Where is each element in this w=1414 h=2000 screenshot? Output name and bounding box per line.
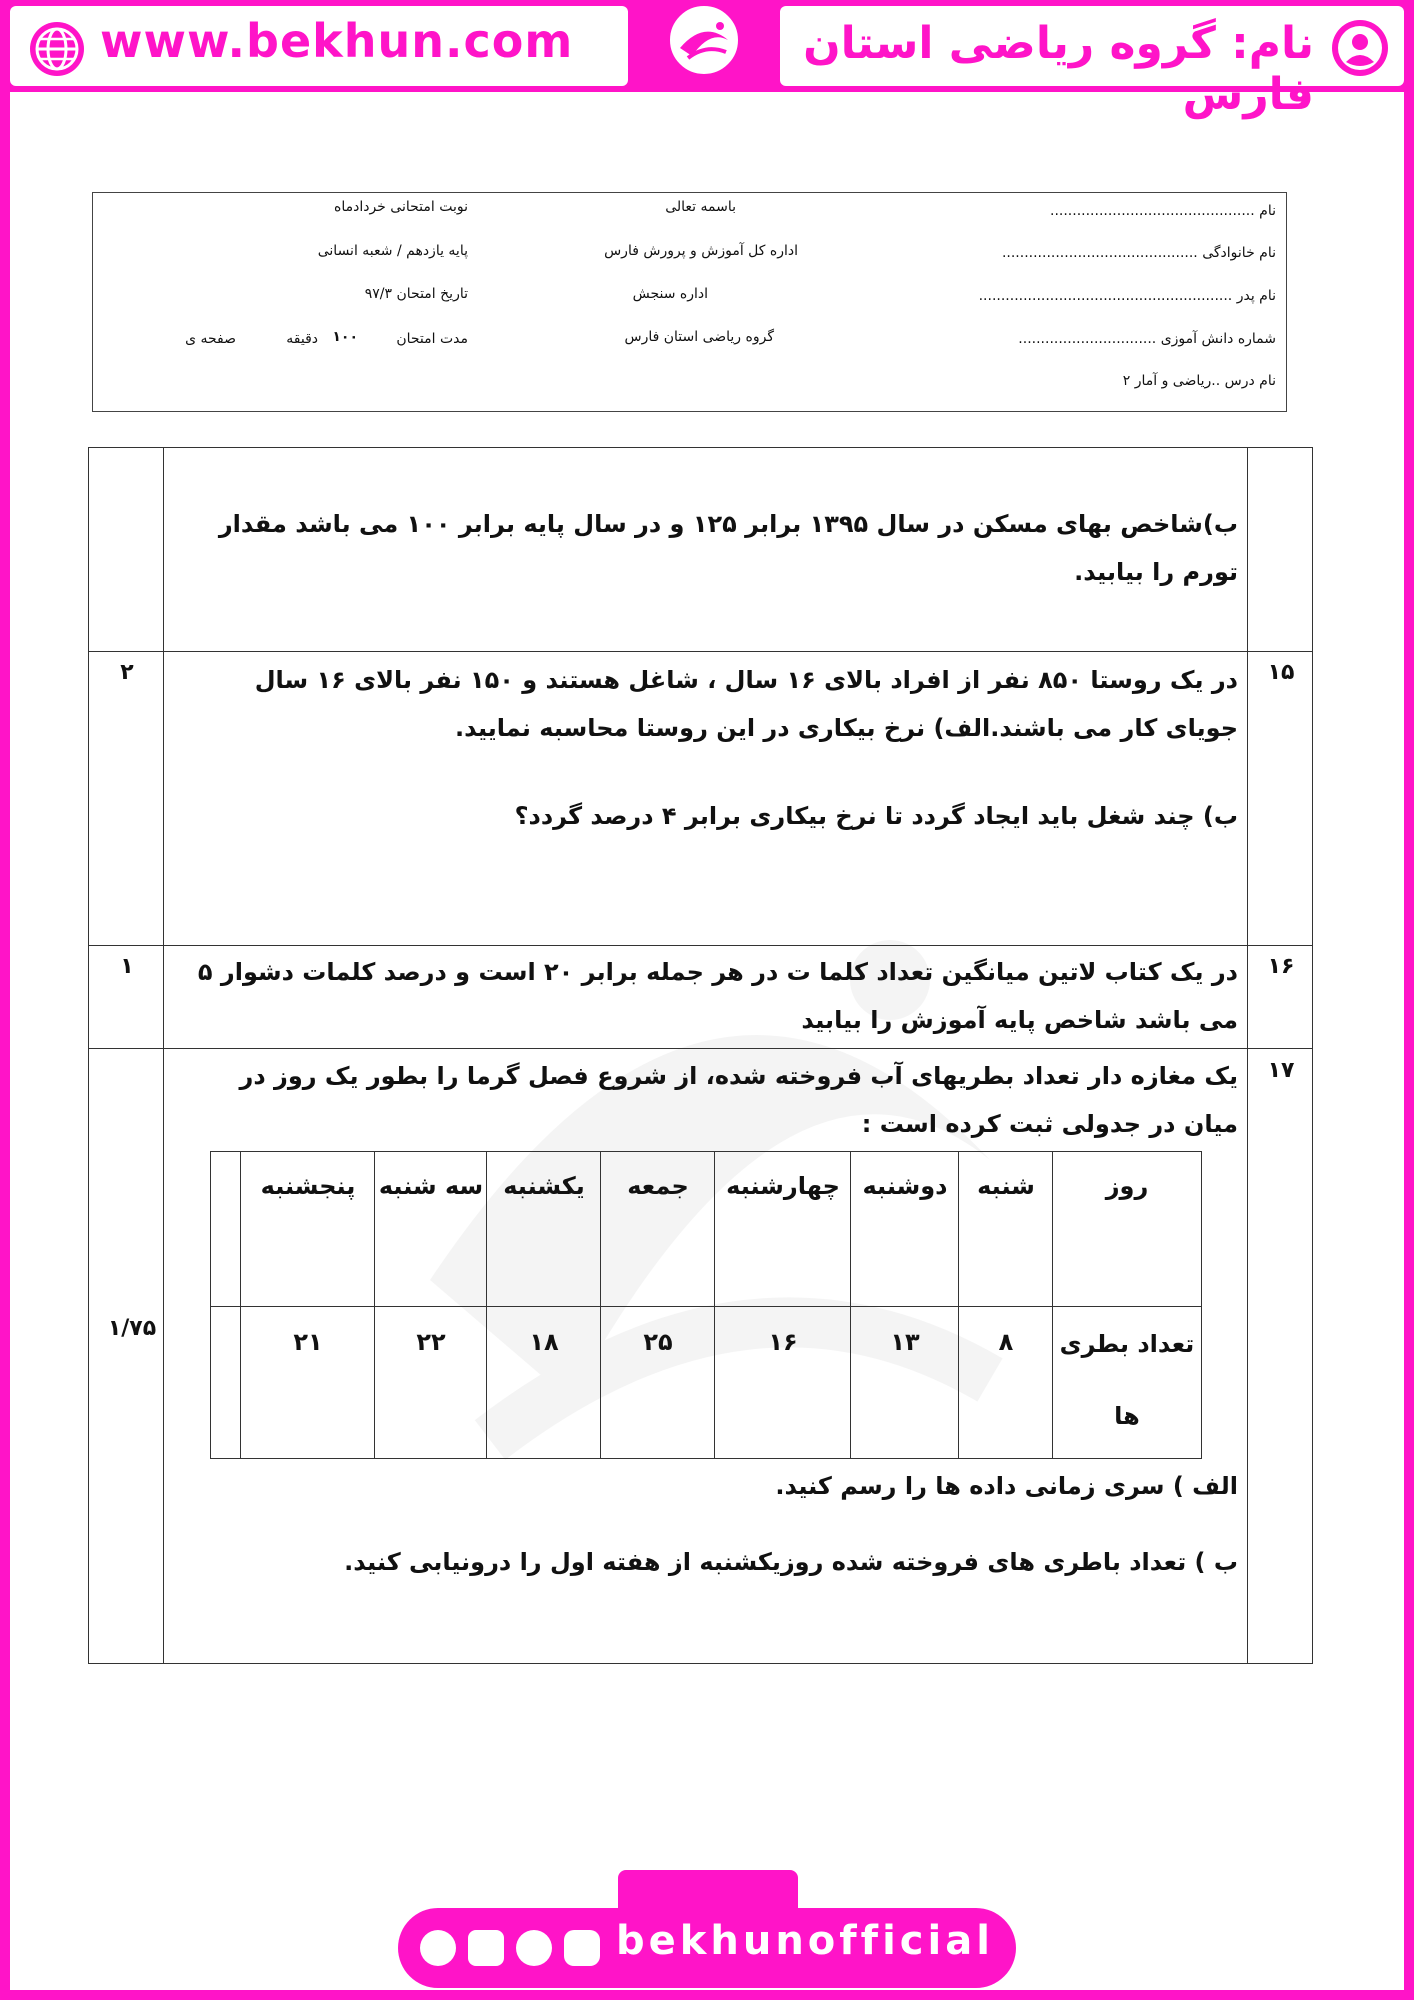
page-number-label: صفحه ی bbox=[185, 331, 236, 347]
question-number: ۱۶ bbox=[1267, 954, 1295, 979]
question-score: ۲ bbox=[120, 660, 134, 685]
family-name-field: نام خانوادگی ............................................ bbox=[1001, 245, 1276, 261]
table-cell: ۱۸ bbox=[529, 1328, 559, 1356]
grade-branch: پایه یازدهم / شعبه انسانی bbox=[317, 243, 468, 259]
table-header-day: شنبه bbox=[977, 1172, 1035, 1200]
bottles-data-table bbox=[210, 1151, 1202, 1459]
table-header-day: دوشنبه bbox=[862, 1172, 948, 1200]
table-header-day: جمعه bbox=[627, 1172, 689, 1200]
question-14b-text: ب)شاخص بهای مسکن در سال ۱۳۹۵ برابر ۱۲۵ و در سال پایه برابر ۱۰۰ می باشد مقدار تورم را بیابید. bbox=[218, 510, 1238, 586]
father-name-field: نام پدر ......................................................... bbox=[978, 288, 1276, 304]
youtube-icon[interactable] bbox=[468, 1930, 504, 1966]
question-number: ۱۷ bbox=[1267, 1058, 1295, 1083]
exam-date: تاریخ امتحان ۹۷/۳ bbox=[364, 286, 468, 302]
website-link[interactable]: www.bekhun.com bbox=[100, 14, 574, 68]
table-header-day: یکشنبه bbox=[503, 1172, 585, 1200]
telegram-icon[interactable] bbox=[516, 1930, 552, 1966]
exam-session: نوبت امتحانی خردادماه bbox=[334, 199, 468, 215]
question-score: ۱ bbox=[120, 954, 134, 979]
instagram-icon[interactable] bbox=[564, 1930, 600, 1966]
question-17b-text: ب ) تعداد باطری های فروخته شده روزیکشنبه از هفته اول را درونیابی کنید. bbox=[344, 1548, 1238, 1576]
question-17a-text: الف ) سری زمانی داده ها را رسم کنید. bbox=[775, 1472, 1238, 1500]
student-name-field: نام .............................................. bbox=[1050, 203, 1276, 219]
table-header-day: روز bbox=[1105, 1172, 1149, 1200]
table-cell: ۱۳ bbox=[890, 1328, 920, 1356]
user-icon bbox=[1330, 18, 1390, 78]
education-office: اداره کل آموزش و پرورش فارس bbox=[604, 243, 798, 259]
table-cell: ۱۶ bbox=[768, 1328, 798, 1356]
bekhun-logo bbox=[640, 0, 768, 92]
social-handle[interactable]: bekhunofficial bbox=[616, 1918, 994, 1964]
social-footer bbox=[398, 1908, 1016, 1988]
exam-duration-value: ۱۰۰ bbox=[332, 329, 358, 345]
question-16-text: در یک کتاب لاتین میانگین تعداد کلما ت در هر جمله برابر ۲۰ است و درصد کلمات دشوار ۵ می باشد شاخص پایه آموزش را بیابید bbox=[197, 958, 1238, 1034]
table-header-day: چهارشنبه bbox=[726, 1172, 840, 1200]
exam-duration-unit: دقیقه bbox=[286, 331, 318, 347]
question-number: ۱۵ bbox=[1267, 660, 1295, 685]
globe-icon bbox=[28, 20, 86, 78]
table-cell: ۲۵ bbox=[643, 1328, 673, 1356]
course-name: نام درس ..ریاضی و آمار ۲ bbox=[1122, 373, 1276, 389]
question-15b-text: ب) چند شغل باید ایجاد گردد تا نرخ بیکاری برابر ۴ درصد گردد؟ bbox=[514, 802, 1238, 830]
question-score: ۱/۷۵ bbox=[107, 1316, 157, 1341]
aparat-icon[interactable] bbox=[420, 1930, 456, 1966]
table-header-day: سه شنبه bbox=[378, 1172, 484, 1200]
table-cell: ۲۲ bbox=[416, 1328, 446, 1356]
math-group: گروه ریاضی استان فارس bbox=[624, 329, 774, 345]
table-cell: ۸ bbox=[998, 1328, 1014, 1356]
question-15-text: در یک روستا ۸۵۰ نفر از افراد بالای ۱۶ سال ، شاغل هستند و ۱۵۰ نفر بالای ۱۶ سال جویای کار می باشند.الف) نرخ بیکاری در این روستا محاسبه نمایید. bbox=[254, 666, 1238, 742]
exam-info-box bbox=[92, 192, 1287, 412]
question-17-text: یک مغازه دار تعداد بطریهای آب فروخته شده، از شروع فصل گرما را بطور یک روز در میان در جدولی ثبت کرده است : bbox=[239, 1062, 1238, 1138]
exam-duration-label: مدت امتحان bbox=[396, 331, 468, 347]
assessment-office: اداره سنجش bbox=[632, 286, 708, 302]
table-header-day: پنجشنبه bbox=[260, 1172, 356, 1200]
bismillah: باسمه تعالی bbox=[665, 199, 736, 215]
table-cell: ۲۱ bbox=[293, 1328, 323, 1356]
header-title: نام: گروه ریاضی استان فارس bbox=[803, 18, 1314, 120]
footer-tab bbox=[618, 1870, 798, 1910]
student-number-field: شماره دانش آموزی ............................... bbox=[1018, 331, 1276, 347]
table-row-label: تعداد بطری ها bbox=[1059, 1330, 1195, 1430]
questions-table bbox=[88, 447, 1313, 1664]
